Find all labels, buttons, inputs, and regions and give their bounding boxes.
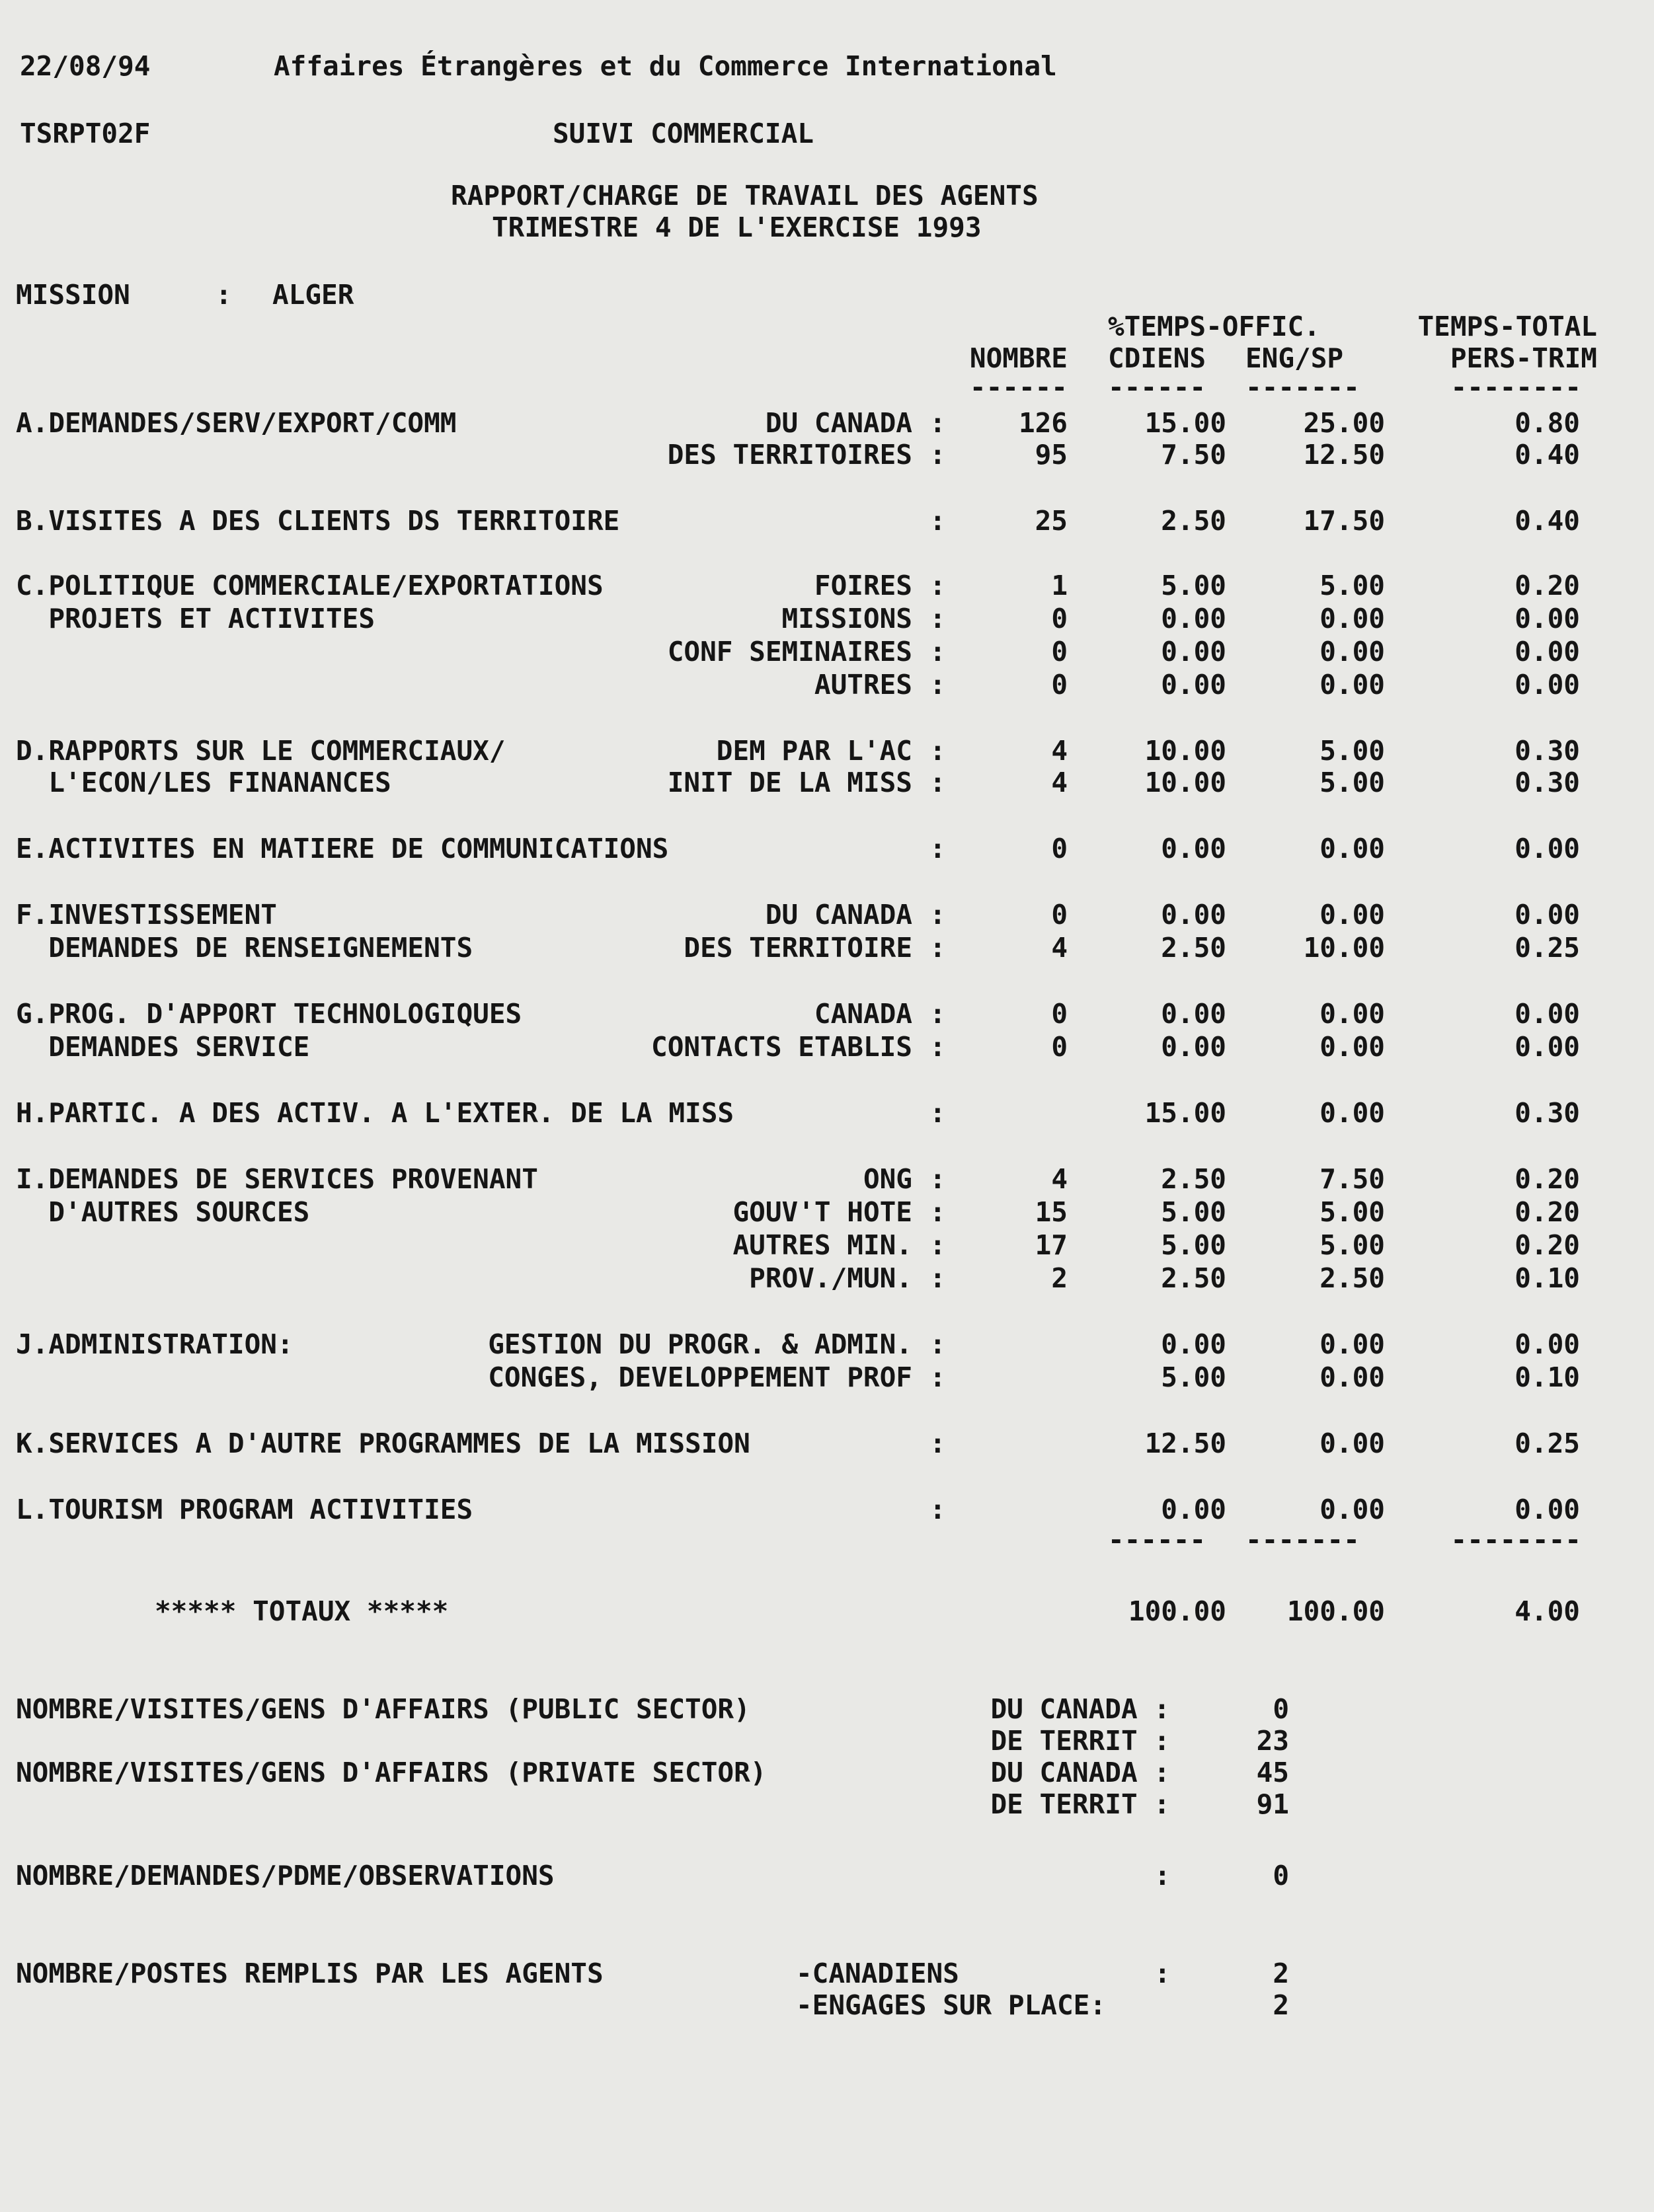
table-row	[0, 1425, 1654, 1462]
row-colon: :	[929, 636, 946, 667]
totals-rule-engsp: -------	[1245, 1524, 1360, 1556]
row-engsp: 2.50	[1319, 1262, 1385, 1294]
row-cdiens: 2.50	[1161, 1163, 1226, 1195]
row-sub: PROV./MUN.	[749, 1262, 912, 1294]
row-colon: :	[929, 1097, 946, 1129]
row-sub: DEM PAR L'AC	[716, 735, 912, 767]
row-cdiens: 0.00	[1161, 636, 1226, 667]
table-row	[0, 436, 1654, 473]
table-row	[0, 1227, 1654, 1264]
row-nombre: 25	[1035, 505, 1068, 537]
row-pers: 0.00	[1515, 603, 1580, 634]
row-pers: 0.40	[1515, 505, 1580, 537]
private-sector-label: NOMBRE/VISITES/GENS D'AFFAIRS (PRIVATE SECTOR)	[16, 1757, 767, 1788]
row-pers: 0.00	[1515, 998, 1580, 1030]
row-colon: :	[929, 1031, 946, 1063]
private-canada-label: DU CANADA :	[990, 1757, 1170, 1788]
table-row	[0, 830, 1654, 867]
postes-engages-label: -ENGAGES SUR PLACE:	[796, 1989, 1106, 2021]
row-cdiens: 15.00	[1144, 1097, 1226, 1129]
postes-label: NOMBRE/POSTES REMPLIS PAR LES AGENTS	[16, 1958, 604, 1989]
row-colon: :	[929, 1361, 946, 1393]
department-name: Affaires Étrangères et du Commerce International	[274, 50, 1057, 82]
row-nombre: 95	[1035, 439, 1068, 471]
row-section: D.RAPPORTS SUR LE COMMERCIAUX/	[16, 735, 506, 767]
row-colon: :	[929, 1428, 946, 1459]
row-engsp: 7.50	[1319, 1163, 1385, 1195]
row-nombre: 2	[1051, 1262, 1068, 1294]
row-nombre: 4	[1051, 767, 1068, 798]
row-sub: CANADA	[814, 998, 912, 1030]
report-date: 22/08/94	[20, 50, 151, 82]
row-colon: :	[929, 899, 946, 931]
report-title-line-2	[0, 209, 1654, 246]
row-sub: DES TERRITOIRES	[667, 439, 912, 471]
row-cdiens: 7.50	[1161, 439, 1226, 471]
table-row	[0, 666, 1654, 703]
demandes-colon: :	[1154, 1860, 1171, 1891]
col-engsp-header: ENG/SP	[1245, 342, 1344, 374]
row-pers: 0.80	[1515, 407, 1580, 439]
header-line-1	[0, 48, 1654, 85]
row-cdiens: 0.00	[1161, 899, 1226, 931]
row-engsp: 0.00	[1319, 899, 1385, 931]
row-nombre: 0	[1051, 669, 1068, 701]
row-nombre: 0	[1051, 833, 1068, 864]
col-cdiens-header: CDIENS	[1108, 342, 1206, 374]
row-nombre: 0	[1051, 603, 1068, 634]
private-territ-row	[0, 1786, 1654, 1823]
private-territ-value: 91	[1256, 1788, 1289, 1820]
row-section: L'ECON/LES FINANANCES	[16, 767, 391, 798]
postes-canadiens-colon: :	[1154, 1958, 1171, 1989]
row-colon: :	[929, 998, 946, 1030]
row-cdiens: 12.50	[1144, 1428, 1226, 1459]
totals-cdiens: 100.00	[1128, 1595, 1226, 1627]
table-row	[0, 1028, 1654, 1065]
totals-label: ***** TOTAUX *****	[155, 1595, 449, 1627]
row-engsp: 0.00	[1319, 603, 1385, 634]
col-nombre-header: NOMBRE	[969, 342, 1068, 374]
row-section: J.ADMINISTRATION:	[16, 1328, 294, 1360]
totals-rule-pers: --------	[1450, 1524, 1581, 1556]
row-cdiens: 0.00	[1161, 833, 1226, 864]
row-nombre: 0	[1051, 899, 1068, 931]
row-sub: FOIRES	[814, 570, 912, 601]
row-nombre: 0	[1051, 998, 1068, 1030]
table-row	[0, 929, 1654, 966]
row-colon: :	[929, 603, 946, 634]
public-territ-label: DE TERRIT :	[990, 1725, 1170, 1757]
row-pers: 0.20	[1515, 1229, 1580, 1261]
table-row	[0, 896, 1654, 933]
totals-rule	[0, 1521, 1654, 1558]
row-sub: INIT DE LA MISS	[667, 767, 912, 798]
table-row	[0, 1194, 1654, 1231]
demandes-label: NOMBRE/DEMANDES/PDME/OBSERVATIONS	[16, 1860, 555, 1891]
column-header-rule	[0, 369, 1654, 406]
row-engsp: 0.00	[1319, 636, 1385, 667]
row-sub: AUTRES MIN.	[732, 1229, 912, 1261]
row-colon: :	[929, 407, 946, 439]
row-pers: 0.40	[1515, 439, 1580, 471]
row-pers: 0.20	[1515, 570, 1580, 601]
row-colon: :	[929, 505, 946, 537]
row-cdiens: 0.00	[1161, 1328, 1226, 1360]
row-colon: :	[929, 1262, 946, 1294]
mission-value: ALGER	[272, 279, 354, 311]
totals-row	[0, 1593, 1654, 1630]
row-pers: 0.30	[1515, 767, 1580, 798]
row-pers: 0.10	[1515, 1361, 1580, 1393]
rule-cdiens: ------	[1108, 371, 1206, 403]
row-cdiens: 0.00	[1161, 1031, 1226, 1063]
row-pers: 0.30	[1515, 735, 1580, 767]
row-colon: :	[929, 735, 946, 767]
postes-engages-value: 2	[1273, 1989, 1289, 2021]
row-pers: 0.25	[1515, 932, 1580, 964]
totals-pers: 4.00	[1515, 1595, 1580, 1627]
row-cdiens: 5.00	[1161, 1229, 1226, 1261]
row-engsp: 0.00	[1319, 669, 1385, 701]
postes-engages-row	[0, 1987, 1654, 2024]
mission-colon: :	[216, 279, 232, 311]
row-pers: 0.10	[1515, 1262, 1580, 1294]
row-section: H.PARTIC. A DES ACTIV. A L'EXTER. DE LA MISS	[16, 1097, 734, 1129]
table-row	[0, 764, 1654, 801]
row-pers: 0.00	[1515, 636, 1580, 667]
row-engsp: 0.00	[1319, 1031, 1385, 1063]
row-cdiens: 0.00	[1161, 603, 1226, 634]
row-section: E.ACTIVITES EN MATIERE DE COMMUNICATIONS	[16, 833, 669, 864]
row-cdiens: 2.50	[1161, 932, 1226, 964]
public-sector-label: NOMBRE/VISITES/GENS D'AFFAIRS (PUBLIC SECTOR)	[16, 1693, 750, 1725]
row-section: G.PROG. D'APPORT TECHNOLOGIQUES	[16, 998, 522, 1030]
row-nombre: 17	[1035, 1229, 1068, 1261]
row-pers: 0.25	[1515, 1428, 1580, 1459]
table-row	[0, 1260, 1654, 1297]
row-pers: 0.00	[1515, 669, 1580, 701]
row-nombre: 0	[1051, 636, 1068, 667]
demandes-value: 0	[1273, 1860, 1289, 1891]
mission-label: MISSION	[16, 279, 130, 311]
row-engsp: 5.00	[1319, 1196, 1385, 1228]
postes-canadiens-label: -CANADIENS	[796, 1958, 959, 1989]
row-nombre: 1	[1051, 570, 1068, 601]
table-row	[0, 1094, 1654, 1131]
row-sub: DU CANADA	[765, 407, 912, 439]
row-sub: GOUV'T HOTE	[732, 1196, 912, 1228]
report-title: RAPPORT/CHARGE DE TRAVAIL DES AGENTS	[451, 180, 1039, 211]
system-name: SUIVI COMMERCIAL	[553, 118, 814, 149]
row-engsp: 17.50	[1303, 505, 1385, 537]
row-section: F.INVESTISSEMENT	[16, 899, 277, 931]
row-cdiens: 2.50	[1161, 505, 1226, 537]
row-cdiens: 0.00	[1161, 669, 1226, 701]
row-engsp: 0.00	[1319, 1328, 1385, 1360]
row-pers: 0.00	[1515, 1494, 1580, 1525]
row-section: DEMANDES SERVICE	[16, 1031, 310, 1063]
row-cdiens: 5.00	[1161, 1361, 1226, 1393]
row-section: I.DEMANDES DE SERVICES PROVENANT	[16, 1163, 538, 1195]
row-cdiens: 0.00	[1161, 998, 1226, 1030]
public-canada-value: 0	[1273, 1693, 1289, 1725]
row-colon: :	[929, 439, 946, 471]
row-sub: DU CANADA	[765, 899, 912, 931]
row-colon: :	[929, 1196, 946, 1228]
demandes-row	[0, 1857, 1654, 1894]
postes-canadiens-value: 2	[1273, 1958, 1289, 1989]
row-engsp: 0.00	[1319, 998, 1385, 1030]
row-sub: CONF SEMINAIRES	[667, 636, 912, 667]
row-nombre: 126	[1018, 407, 1068, 439]
row-section: A.DEMANDES/SERV/EXPORT/COMM	[16, 407, 457, 439]
private-canada-value: 45	[1256, 1757, 1289, 1788]
row-cdiens: 10.00	[1144, 767, 1226, 798]
totals-engsp: 100.00	[1286, 1595, 1385, 1627]
row-cdiens: 5.00	[1161, 1196, 1226, 1228]
row-sub: CONTACTS ETABLIS	[651, 1031, 912, 1063]
row-engsp: 0.00	[1319, 1428, 1385, 1459]
row-colon: :	[929, 833, 946, 864]
row-cdiens: 10.00	[1144, 735, 1226, 767]
row-colon: :	[929, 1229, 946, 1261]
row-engsp: 0.00	[1319, 1494, 1385, 1525]
row-pers: 0.00	[1515, 899, 1580, 931]
report-period: TRIMESTRE 4 DE L'EXERCISE 1993	[492, 211, 982, 243]
rule-perstrim: --------	[1450, 371, 1581, 403]
row-nombre: 15	[1035, 1196, 1068, 1228]
table-row	[0, 995, 1654, 1032]
row-colon: :	[929, 1494, 946, 1525]
row-sub: DES TERRITOIRE	[684, 932, 912, 964]
row-engsp: 5.00	[1319, 570, 1385, 601]
row-engsp: 5.00	[1319, 767, 1385, 798]
row-engsp: 10.00	[1303, 932, 1385, 964]
row-section: C.POLITIQUE COMMERCIALE/EXPORTATIONS	[16, 570, 604, 601]
col-total-header: TEMPS-TOTAL	[1417, 311, 1597, 342]
row-colon: :	[929, 1163, 946, 1195]
table-row	[0, 633, 1654, 670]
totals-rule-cdiens: ------	[1108, 1524, 1206, 1556]
row-section: B.VISITES A DES CLIENTS DS TERRITOIRE	[16, 505, 620, 537]
row-section: PROJETS ET ACTIVITES	[16, 603, 375, 634]
table-row	[0, 502, 1654, 539]
row-colon: :	[929, 570, 946, 601]
table-row	[0, 600, 1654, 637]
row-pers: 0.00	[1515, 833, 1580, 864]
public-territ-value: 23	[1256, 1725, 1289, 1757]
row-engsp: 0.00	[1319, 833, 1385, 864]
row-engsp: 12.50	[1303, 439, 1385, 471]
row-pers: 0.20	[1515, 1163, 1580, 1195]
row-cdiens: 5.00	[1161, 570, 1226, 601]
row-pers: 0.00	[1515, 1031, 1580, 1063]
private-territ-label: DE TERRIT :	[990, 1788, 1170, 1820]
row-engsp: 0.00	[1319, 1097, 1385, 1129]
row-cdiens: 0.00	[1161, 1494, 1226, 1525]
row-sub: ONG	[863, 1163, 912, 1195]
row-pers: 0.30	[1515, 1097, 1580, 1129]
row-nombre: 4	[1051, 1163, 1068, 1195]
public-canada-label: DU CANADA :	[990, 1693, 1170, 1725]
rule-engsp: -------	[1245, 371, 1360, 403]
row-section: DEMANDES DE RENSEIGNEMENTS	[16, 932, 473, 964]
row-pers: 0.20	[1515, 1196, 1580, 1228]
row-colon: :	[929, 669, 946, 701]
row-nombre: 4	[1051, 735, 1068, 767]
row-engsp: 5.00	[1319, 1229, 1385, 1261]
header-line-2	[0, 115, 1654, 152]
report-code: TSRPT02F	[20, 118, 151, 149]
row-section: K.SERVICES A D'AUTRE PROGRAMMES DE LA MISSION	[16, 1428, 750, 1459]
table-row	[0, 1161, 1654, 1198]
row-colon: :	[929, 1328, 946, 1360]
row-cdiens: 2.50	[1161, 1262, 1226, 1294]
row-engsp: 0.00	[1319, 1361, 1385, 1393]
row-section: L.TOURISM PROGRAM ACTIVITIES	[16, 1494, 473, 1525]
row-sub: CONGES, DEVELOPPEMENT PROF	[488, 1361, 912, 1393]
row-pers: 0.00	[1515, 1328, 1580, 1360]
row-nombre: 4	[1051, 932, 1068, 964]
row-colon: :	[929, 767, 946, 798]
row-sub: MISSIONS	[781, 603, 912, 634]
table-row	[0, 567, 1654, 604]
col-pct-header: %TEMPS-OFFIC.	[1108, 311, 1320, 342]
row-engsp: 5.00	[1319, 735, 1385, 767]
table-row	[0, 1326, 1654, 1363]
row-colon: :	[929, 932, 946, 964]
row-engsp: 25.00	[1303, 407, 1385, 439]
col-perstrim-header: PERS-TRIM	[1450, 342, 1597, 374]
row-nombre: 0	[1051, 1031, 1068, 1063]
row-sub: GESTION DU PROGR. & ADMIN.	[488, 1328, 912, 1360]
row-cdiens: 15.00	[1144, 407, 1226, 439]
row-sub: AUTRES	[814, 669, 912, 701]
table-row	[0, 1359, 1654, 1396]
rule-nombre: ------	[969, 371, 1068, 403]
row-section: D'AUTRES SOURCES	[16, 1196, 310, 1228]
